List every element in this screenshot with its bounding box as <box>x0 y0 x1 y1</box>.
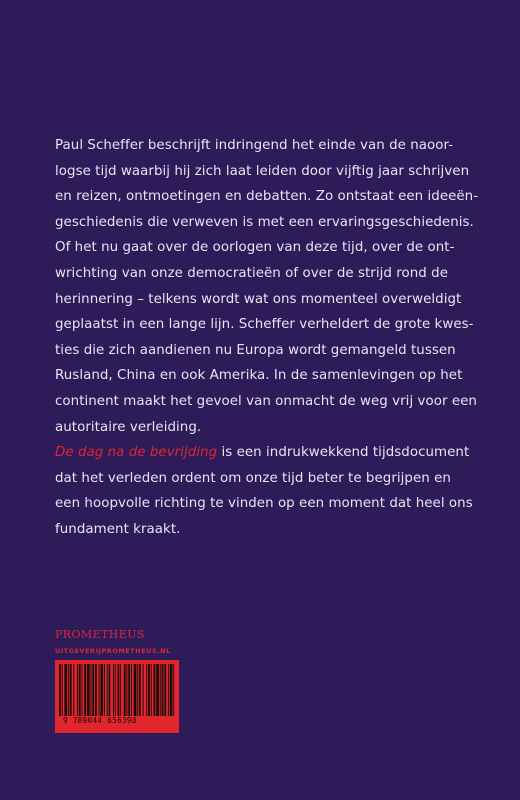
blurb-line: ties die zich aandienen nu Europa wordt gemangeld tussen <box>55 342 456 358</box>
isbn-barcode <box>55 660 179 733</box>
blurb-line: dat het verleden ordent om onze tijd beter te begrijpen en <box>55 470 451 486</box>
blurb-line: geplaatst in een lange lijn. Scheffer verheldert de grote kwes- <box>55 317 474 333</box>
barcode-bar <box>104 664 105 716</box>
barcode-bar <box>168 664 169 716</box>
publisher-logo: PROMETHEUS <box>55 628 145 641</box>
blurb-title-line <box>55 440 475 466</box>
barcode-bar <box>64 664 67 716</box>
barcode-bar <box>154 664 156 716</box>
barcode-bar <box>113 664 114 716</box>
blurb-line: herinnering – telkens wordt wat ons momenteel overweldigt <box>55 291 462 307</box>
barcode-bar <box>62 664 63 716</box>
barcode-bar <box>59 664 61 716</box>
barcode-bar <box>92 664 94 716</box>
title-line-rest: is een indrukwekkend tijdsdocument <box>217 445 470 461</box>
book-title: De dag na de bevrijding <box>55 445 218 461</box>
barcode-bar <box>164 664 166 716</box>
barcode-bar <box>95 664 97 716</box>
publisher-website: UITGEVERIJPROMETHEUS.NL <box>55 647 171 655</box>
barcode-bar <box>79 664 81 716</box>
barcode-bar <box>131 664 132 716</box>
barcode-bar <box>146 664 147 716</box>
blurb-line: en reizen, ontmoetingen en debatten. Zo ontstaat een ideeën- <box>55 189 479 205</box>
barcode-bar <box>162 664 164 716</box>
barcode-bar <box>70 664 72 716</box>
barcode-bar <box>109 664 111 716</box>
barcode-bar <box>160 664 161 716</box>
barcode-bar <box>91 664 92 716</box>
blurb-line: Paul Scheffer beschrijft indringend het einde van de naoor- <box>55 138 454 153</box>
barcode-bar <box>137 664 138 716</box>
barcode-bar <box>87 664 90 716</box>
barcode-bar <box>84 664 86 716</box>
barcode-bar <box>173 664 174 716</box>
barcode-bar <box>151 664 152 716</box>
blurb-line: een hoopvolle richting te vinden op een moment dat heel ons <box>55 496 473 512</box>
barcode-bar <box>139 664 141 716</box>
barcode-bar <box>148 664 150 716</box>
barcode-bar <box>68 664 69 716</box>
blurb-line: geschiedenis die verweven is met een ervaringsgeschiedenis. <box>55 214 474 230</box>
blurb-line: wrichting van onze democratieën of over de strijd rond de <box>55 265 448 281</box>
blurb-line: Of het nu gaat over de oorlogen van deze tijd, over de ont- <box>55 240 455 256</box>
barcode-bar <box>100 664 103 716</box>
barcode-bar <box>73 664 74 716</box>
barcode-bar <box>82 664 83 716</box>
barcode-bar <box>124 664 126 716</box>
blurb-line: Rusland, China en ook Amerika. In de samenlevingen op het <box>55 368 463 384</box>
barcode-bar <box>107 664 108 716</box>
barcode-bar <box>128 664 130 716</box>
barcode-bar <box>115 664 116 716</box>
blurb-line: continent maakt het gevoel van onmacht de weg vrij voor een <box>55 393 477 409</box>
blurb-line: logse tijd waarbij hij zich laat leiden door vijftig jaar schrijven <box>55 163 470 179</box>
barcode-bar <box>118 664 120 716</box>
blurb-line: autoritaire verleiding. <box>55 419 202 435</box>
back-cover-blurb <box>55 133 479 543</box>
barcode-bar <box>170 664 173 716</box>
barcode-bar <box>156 664 159 716</box>
barcode-bar <box>99 664 100 716</box>
barcode-bar <box>127 664 128 716</box>
blurb-line: fundament kraakt. <box>55 521 181 537</box>
barcode-bar <box>143 664 144 716</box>
barcode-bar <box>77 664 78 716</box>
isbn-number: 9 789044 656398 <box>63 716 137 725</box>
barcode-bar <box>120 664 121 716</box>
barcode-bar <box>134 664 137 716</box>
